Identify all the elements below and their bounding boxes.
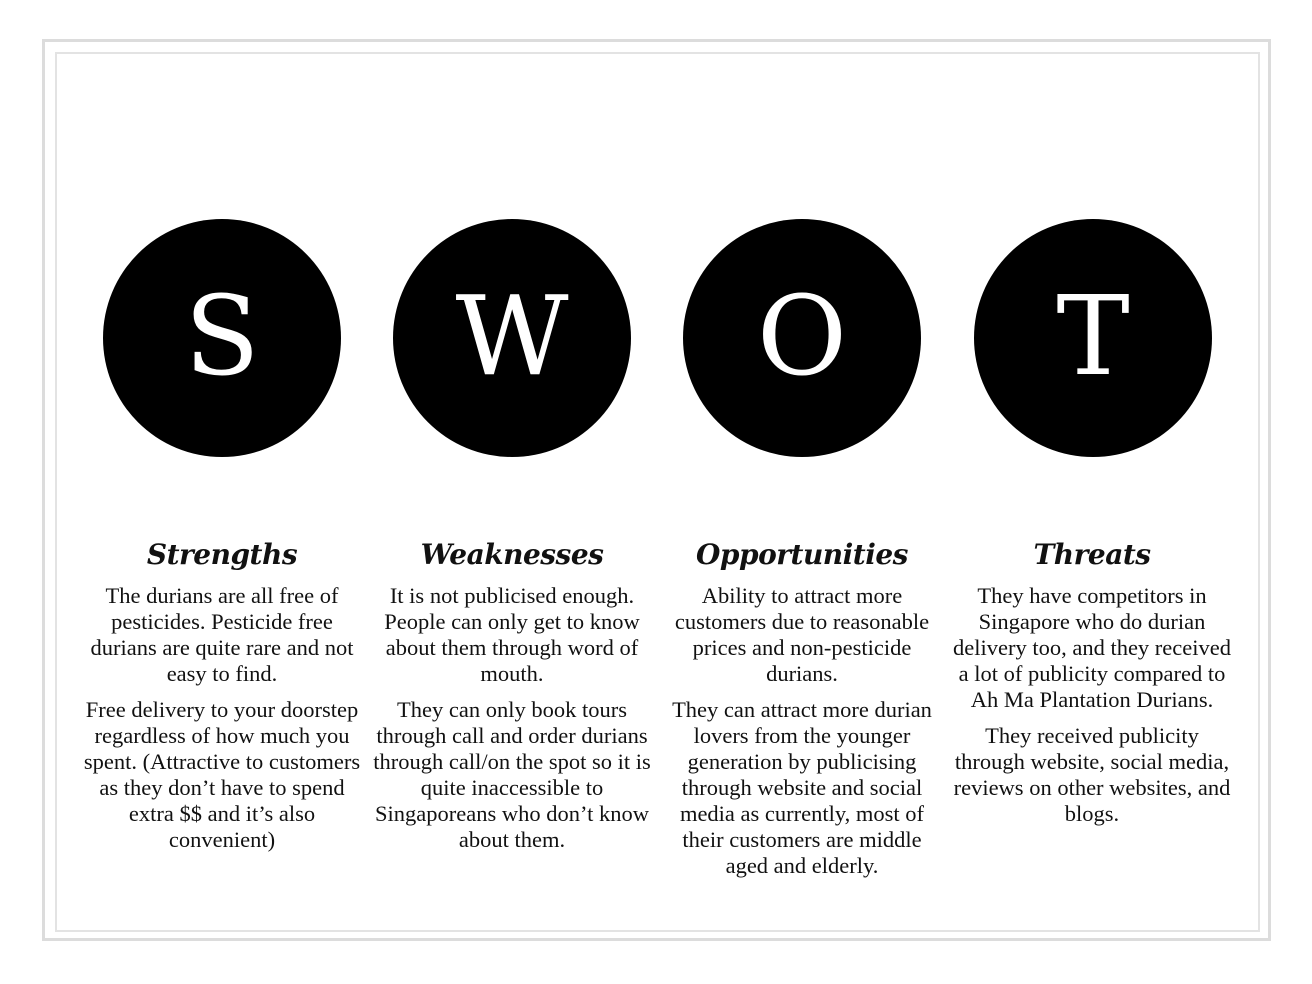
weaknesses-column: [372, 535, 652, 863]
strengths-heading: Strengths: [146, 538, 298, 571]
threats-paragraph-1: They have competitors in Singapore who do durian delivery too, and they received a lot of publicity compared to Ah Ma Plantation Durians.: [952, 583, 1231, 712]
strengths-paragraph-1: The durians are all free of pesticides. Pesticide free durians are quite rare and not easy to find.: [90, 583, 354, 686]
opportunities-heading: Opportunities: [696, 538, 908, 571]
opportunities-circle: [683, 219, 921, 457]
strengths-letter: S: [184, 272, 260, 400]
strengths-paragraph-2: Free delivery to your doorstep regardless of how much you spent. (Attractive to customers as they don’t have to spend extra $$ and it’s also convenient): [83, 697, 361, 852]
threats-column: [952, 535, 1232, 837]
threats-letter: T: [1056, 272, 1130, 400]
threats-heading: Threats: [1033, 538, 1151, 571]
strengths-column: [82, 535, 362, 863]
opportunities-column: [662, 535, 942, 889]
strengths-circle: [103, 219, 341, 457]
weaknesses-paragraph-2: They can only book tours through call and order durians through call/on the spot so it is quite inaccessible to Singaporeans who don’t know about them.: [373, 697, 651, 852]
opportunities-paragraph-2: They can attract more durian lovers from the younger generation by publicising through website and social media as currently, most of their customers are middle aged and elderly.: [672, 697, 932, 878]
weaknesses-paragraph-1: It is not publicised enough. People can only get to know about them through word of mouth.: [384, 583, 640, 686]
opportunities-letter: O: [756, 272, 848, 400]
threats-paragraph-2: They received publicity through website, social media, reviews on other websites, and blogs.: [953, 723, 1231, 826]
opportunities-paragraph-1: Ability to attract more customers due to reasonable prices and non-pesticide durians.: [674, 583, 930, 686]
weaknesses-heading: Weaknesses: [420, 538, 604, 571]
weaknesses-letter: W: [455, 272, 569, 400]
weaknesses-circle: [393, 219, 631, 457]
threats-circle: [974, 219, 1212, 457]
